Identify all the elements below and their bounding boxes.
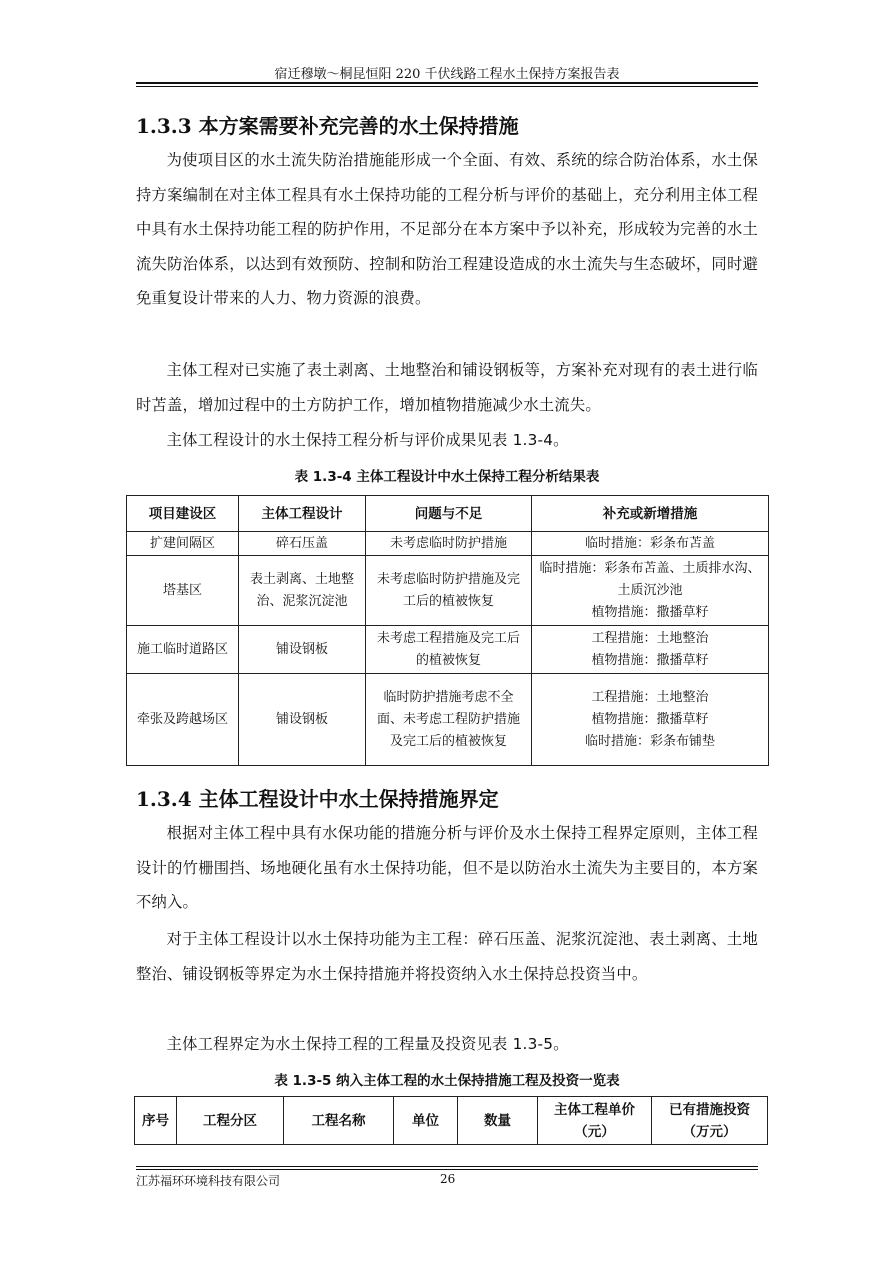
table-cell: 铺设钢板 (239, 626, 366, 674)
table-row (127, 674, 769, 766)
table-cell: 碎石压盖 (239, 532, 366, 556)
table-header-cell: 项目建设区 (127, 496, 239, 532)
table-header-cell: 数量 (458, 1097, 538, 1145)
running-header: 宿迁穆墩～桐昆恒阳 220 千伏线路工程水土保持方案报告表 (274, 67, 620, 82)
table-header-cell: 工程分区 (177, 1097, 284, 1145)
table-cell: 未考虑工程措施及完工后的植被恢复 (366, 626, 532, 674)
table-cell: 施工临时道路区 (127, 626, 239, 674)
paragraph: 根据对主体工程中具有水保功能的措施分析与评价及水土保持工程界定原则，主体工程设计的竹栅围挡、场地硬化虽有水土保持功能，但不是以防治水土流失为主要目的，本方案不纳入。 (136, 824, 758, 911)
table-header-cell: 单位 (394, 1097, 458, 1145)
table-header-cell: 已有措施投资（万元） (652, 1097, 768, 1145)
table-cell: 工程措施：土地整治 植物措施：撒播草籽 临时措施：彩条布铺垫 (532, 674, 769, 766)
table-cell: 铺设钢板 (239, 674, 366, 766)
table-cell: 临时防护措施考虑不全面、未考虑工程防护措施及完工后的植被恢复 (366, 674, 532, 766)
paragraph: 主体工程界定为水土保持工程的工程量及投资见表 1.3-5。 (166, 1035, 569, 1053)
table-caption: 表 1.3-4 主体工程设计中水土保持工程分析结果表 (294, 469, 600, 485)
table-cell: 工程措施：土地整治 植物措施：撒播草籽 (532, 626, 769, 674)
table-header-cell: 工程名称 (284, 1097, 394, 1145)
table-cell: 塔基区 (127, 556, 239, 626)
page-number: 26 (440, 1172, 456, 1186)
table-header-cell: 主体工程单价（元） (538, 1097, 652, 1145)
table-cell: 表土剥离、土地整治、泥浆沉淀池 (239, 556, 366, 626)
section-heading-1-3-3: 1.3.3 本方案需要补充完善的水土保持措施 (136, 114, 519, 138)
header-rule (136, 82, 758, 84)
investment-table (134, 1096, 768, 1145)
paragraph: 为使项目区的水土流失防治措施能形成一个全面、有效、系统的综合防治体系，水土保持方案编制在对主体工程具有水土保持功能的工程分析与评价的基础上，充分利用主体工程中具有水土保持功能工程的防护作用，不足部分在本方案中予以补充，形成较为完善的水土流失防治体系，以达到有效预防、控制和防治工程建设造成的水土流失与生态破坏，同时避免重复设计带来的人力、物力资源的浪费。 (136, 151, 758, 307)
footer-rule-thin (136, 1169, 758, 1170)
table-header-cell: 序号 (135, 1097, 177, 1145)
table-cell: 临时措施：彩条布苫盖、土质排水沟、土质沉沙池 植物措施：撒播草籽 (532, 556, 769, 626)
table-cell: 临时措施：彩条布苫盖 (532, 532, 769, 556)
table-cell: 扩建间隔区 (127, 532, 239, 556)
table-row (127, 556, 769, 626)
analysis-table (126, 495, 769, 766)
table-cell: 未考虑临时防护措施 (366, 532, 532, 556)
footer-rule (136, 1166, 758, 1167)
table-header-cell: 问题与不足 (366, 496, 532, 532)
table-caption: 表 1.3-5 纳入主体工程的水土保持措施工程及投资一览表 (274, 1073, 620, 1089)
paragraph: 对于主体工程设计以水土保持功能为主工程：碎石压盖、泥浆沉淀池、表土剥离、土地整治、铺设钢板等界定为水土保持措施并将投资纳入水土保持总投资当中。 (136, 930, 758, 983)
table-cell: 未考虑临时防护措施及完工后的植被恢复 (366, 556, 532, 626)
table-row (127, 532, 769, 556)
table-header-cell: 补充或新增措施 (532, 496, 769, 532)
table-header-cell: 主体工程设计 (239, 496, 366, 532)
table-cell: 牵张及跨越场区 (127, 674, 239, 766)
table-row (127, 626, 769, 674)
paragraph: 主体工程设计的水土保持工程分析与评价成果见表 1.3-4。 (166, 431, 569, 449)
paragraph: 主体工程对已实施了表土剥离、土地整治和铺设钢板等，方案补充对现有的表土进行临时苫盖，增加过程中的土方防护工作，增加植物措施减少水土流失。 (136, 361, 758, 414)
section-heading-1-3-4: 1.3.4 主体工程设计中水土保持措施界定 (136, 787, 499, 811)
header-rule-thin (136, 86, 758, 87)
footer-company: 江苏福环环境科技有限公司 (136, 1174, 281, 1188)
